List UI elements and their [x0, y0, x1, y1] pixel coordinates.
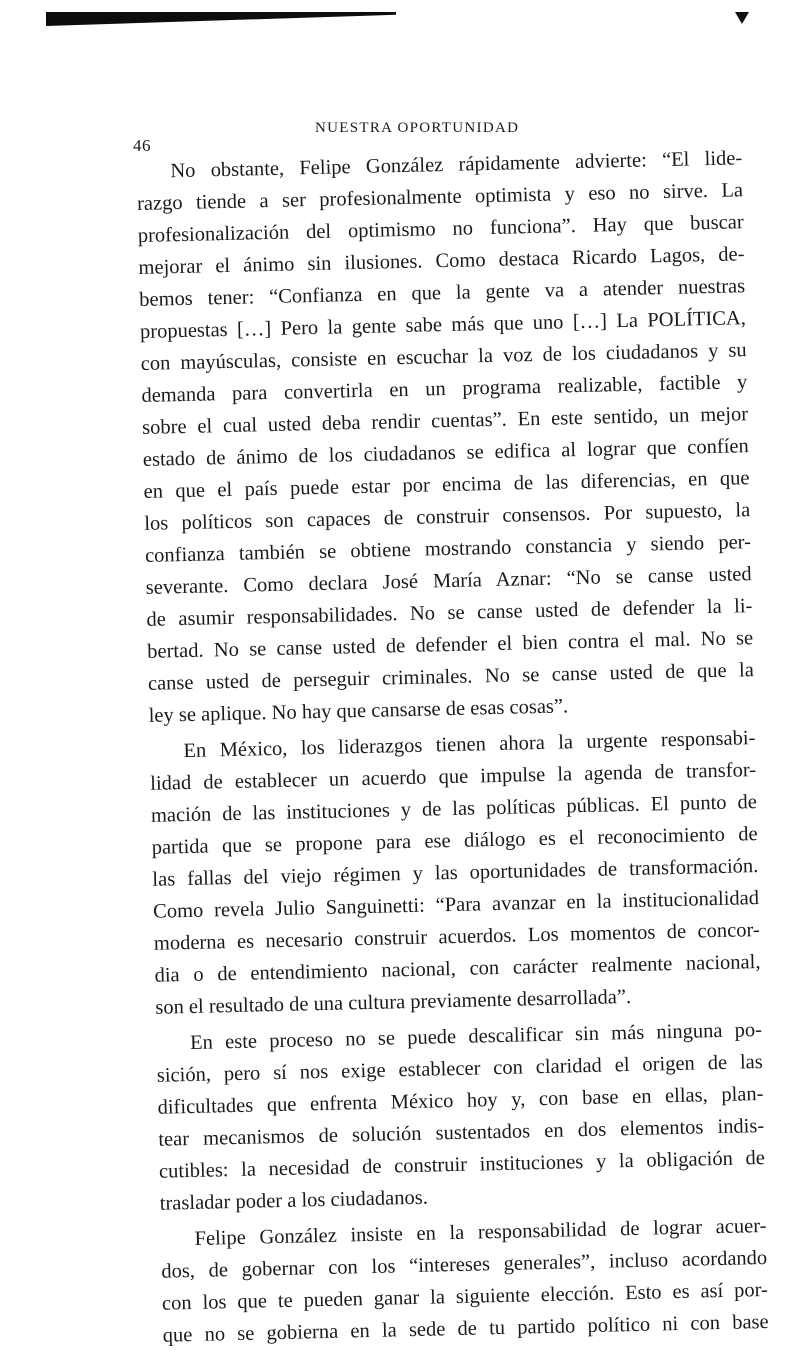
paragraph	[156, 1014, 766, 1220]
text-line: dos, de gobernar con los “intereses generales”, incluso acordando	[161, 1246, 768, 1283]
text-line: que no se gobierna en la sede de tu partido político ni con base	[162, 1310, 769, 1347]
text-line: los políticos son capaces de construir consensos. Por supuesto, la	[144, 499, 751, 535]
text-line: Como revela Julio Sanguinetti: “Para avanzar en la institucionalidad	[152, 887, 760, 923]
text-line: canse usted de perseguir criminales. No se canse usted de que la	[147, 659, 755, 695]
text-line: Felipe González insiste en la responsabilidad de lograr acuer-	[194, 1214, 767, 1250]
text-line: son el resultado de una cultura previamente desarrollada”.	[155, 985, 632, 1019]
paragraph	[136, 142, 755, 732]
scan-edge-shadow	[46, 12, 396, 26]
text-line: mación de las instituciones y de las políticas públicas. El punto de	[150, 791, 758, 827]
text-line: En este proceso no se puede descalificar sin más ninguna po-	[189, 1019, 763, 1054]
text-line: dia o de entendimiento nacional, con carácter realmente nacional,	[154, 951, 761, 987]
paragraph	[149, 722, 761, 1024]
text-line: confianza también se obtiene mostrando constancia y siendo per-	[144, 531, 752, 567]
text-line: bemos tener: “Confianza en que la gente va a atender nuestras	[139, 275, 746, 311]
text-line: razgo tiende a ser profesionalmente optimista y eso no sirve. La	[136, 179, 744, 215]
text-line: En México, los liderazgos tienen ahora la urgente responsabi-	[183, 727, 756, 763]
text-line: moderna es necesario construir acuerdos. Los momentos de concor-	[153, 919, 760, 955]
text-line: severante. Como declara José María Aznar: “No se canse usted	[145, 563, 752, 599]
text-line: en que el país puede estar por encima de las diferencias, en que	[143, 467, 750, 503]
corner-mark	[735, 12, 749, 24]
text-line: sición, pero sí nos exige establecer con claridad el origen de las	[156, 1051, 763, 1087]
paragraph	[160, 1210, 769, 1352]
text-line: demanda para convertirla en un programa realizable, factible y	[141, 371, 748, 407]
text-line: trasladar poder a los ciudadanos.	[159, 1186, 429, 1215]
text-line: sobre el cual usted deba rendir cuentas”. En este sentido, un mejor	[141, 403, 749, 439]
text-line: con los que te pueden ganar la siguiente elección. Esto es así por-	[161, 1278, 769, 1315]
body-text	[136, 142, 769, 1351]
text-line: tear mecanismos de solución sustentados en dos elementos indis-	[158, 1115, 765, 1151]
text-line: bertad. No se canse usted de defender el bien contra el mal. No se	[147, 627, 754, 663]
text-line: dificultades que enfrenta México hoy y, con base en ellas, plan-	[157, 1083, 764, 1119]
page-number: 46	[133, 136, 151, 155]
text-line: con mayúsculas, consiste en escuchar la voz de los ciudadanos y su	[140, 339, 747, 375]
text-line: profesionalización del optimismo no funciona”. Hay que buscar	[137, 211, 744, 247]
text-line: No obstante, Felipe González rápidamente advierte: “El lide-	[170, 147, 743, 183]
text-line: estado de ánimo de los ciudadanos se edifica al lograr que confíen	[142, 435, 749, 471]
text-line: mejorar el ánimo sin ilusiones. Como destaca Ricardo Lagos, de-	[138, 243, 745, 279]
text-line: partida que se propone para ese diálogo es el reconocimiento de	[151, 823, 758, 859]
text-line: cutibles: la necesidad de construir instituciones y la obligación de	[158, 1146, 766, 1183]
text-line: ley se aplique. No hay que cansarse de esas cosas”.	[148, 695, 569, 727]
text-line: de asumir responsabilidades. No se canse usted de defender la li-	[146, 595, 753, 631]
text-line: las fallas del viejo régimen y las oportunidades de transformación.	[152, 855, 759, 891]
text-line: lidad de establecer un acuerdo que impulse la agenda de transfor-	[149, 759, 757, 795]
running-head: NUESTRA OPORTUNIDAD	[315, 120, 520, 136]
text-line: propuestas […] Pero la gente sabe más que uno […] La POLÍTICA,	[139, 307, 747, 343]
